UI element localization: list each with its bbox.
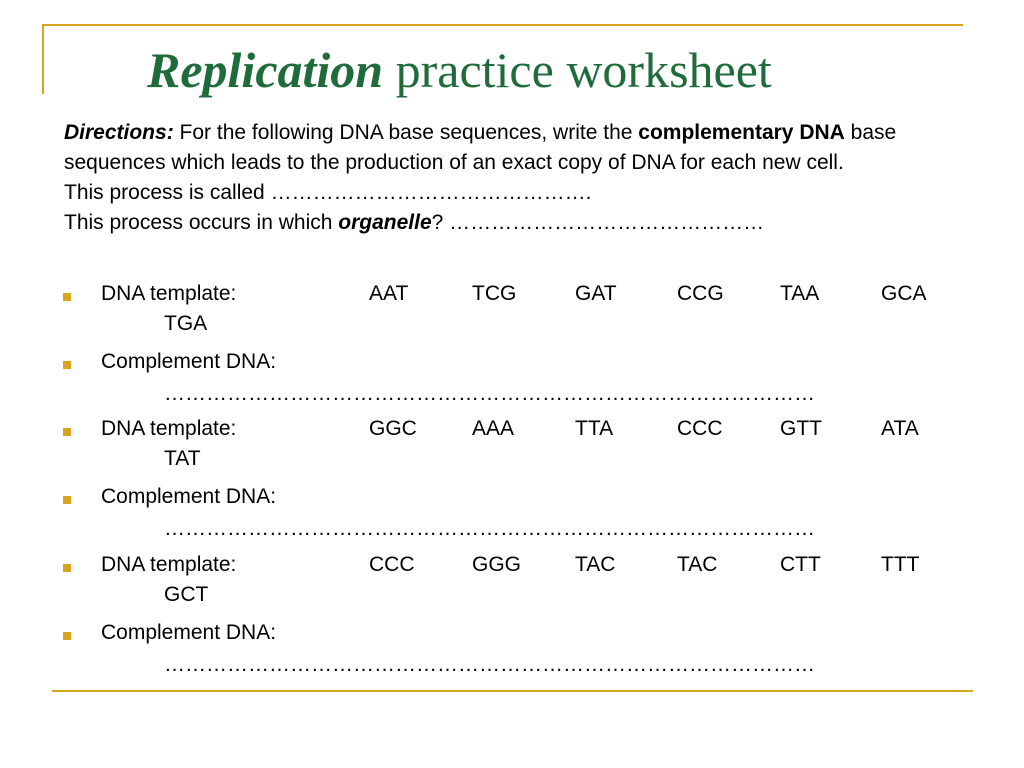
bullet-icon: [63, 428, 71, 436]
complement-label: Complement DNA:: [101, 621, 277, 644]
codon: TTA: [575, 417, 614, 440]
template-label: DNA template:: [101, 282, 237, 305]
codon: AAT: [369, 282, 409, 305]
codon: ATA: [881, 417, 919, 440]
codon: CCC: [677, 417, 723, 440]
codon: TCG: [472, 282, 517, 305]
title-emphasis: Replication: [147, 42, 384, 98]
directions-text-1: For the following DNA base sequences, write the: [173, 121, 639, 144]
bullet-icon: [63, 361, 71, 369]
frame-top-rule: [42, 24, 963, 26]
codon: CCC: [369, 553, 415, 576]
complement-answer-blank-2[interactable]: …………………………………………………………………………………: [164, 517, 815, 540]
organelle-answer-blank[interactable]: ………………………………………: [449, 211, 765, 234]
directions-text-2: base sequences which leads to the production of an exact copy of DNA for each new cell.: [64, 121, 897, 174]
complement-answer-blank-1[interactable]: …………………………………………………………………………………: [164, 382, 815, 405]
directions-block: [64, 118, 964, 238]
codon: TTT: [881, 553, 920, 576]
complement-label: Complement DNA:: [101, 350, 277, 373]
complement-answer-blank-3[interactable]: …………………………………………………………………………………: [164, 653, 815, 676]
frame-left-rule: [42, 24, 44, 94]
bullet-icon: [63, 293, 71, 301]
bullet-icon: [63, 564, 71, 572]
directions-bold: complementary DNA: [638, 121, 845, 144]
codon: TGA: [164, 312, 208, 335]
bullet-icon: [63, 496, 71, 504]
codon: CTT: [780, 553, 821, 576]
codon: GTT: [780, 417, 822, 440]
directions-lead: Directions:: [64, 121, 174, 144]
template-label: DNA template:: [101, 553, 237, 576]
codon: TAA: [780, 282, 820, 305]
complement-label: Complement DNA:: [101, 485, 277, 508]
codon: GAT: [575, 282, 617, 305]
codon: TAC: [677, 553, 718, 576]
organelle-question: [64, 208, 964, 238]
codon: AAA: [472, 417, 515, 440]
codon: TAT: [164, 447, 201, 470]
template-label: DNA template:: [101, 417, 237, 440]
process-label: This process is called: [64, 181, 271, 204]
codon: GCT: [164, 583, 209, 606]
codon: GGG: [472, 553, 522, 576]
bullet-icon: [63, 632, 71, 640]
organelle-post: ?: [431, 211, 450, 234]
title-rest: practice worksheet: [383, 42, 772, 98]
organelle-pre: This process occurs in which: [64, 211, 339, 234]
frame-bottom-rule: [52, 690, 973, 692]
codon: TAC: [575, 553, 616, 576]
codon: CCG: [677, 282, 724, 305]
codon: GGC: [369, 417, 417, 440]
directions-paragraph: [64, 118, 964, 178]
codon: GCA: [881, 282, 927, 305]
process-answer-blank[interactable]: ……………………………………….: [270, 181, 592, 204]
organelle-word: organelle: [338, 211, 432, 234]
page-title: [147, 40, 772, 100]
process-question: [64, 178, 964, 208]
